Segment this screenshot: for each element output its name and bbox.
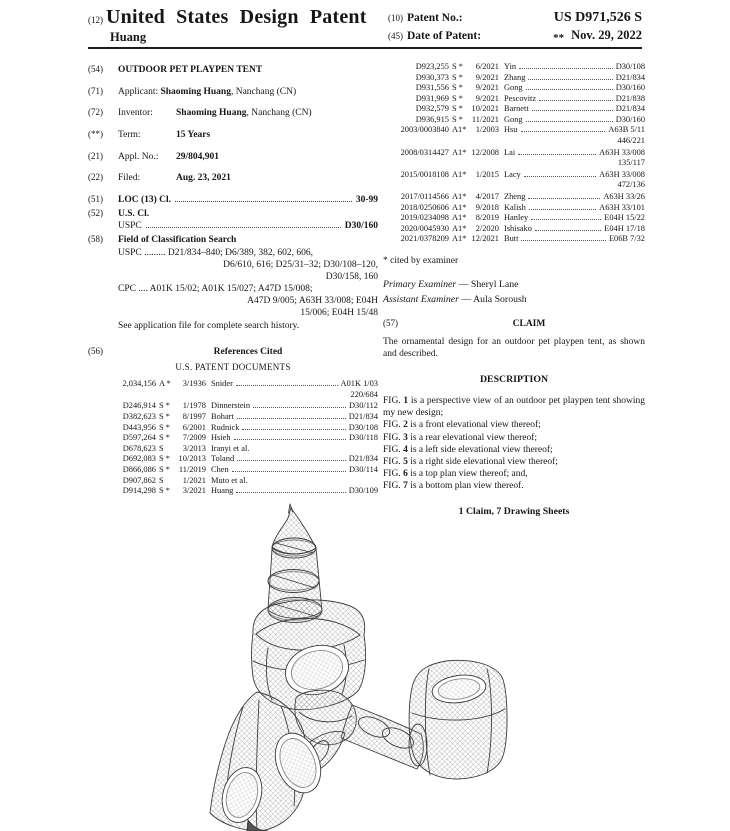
reference-row bbox=[98, 379, 378, 390]
claim-title: CLAIM bbox=[512, 319, 546, 330]
search-field-line: See application file for complete search history. bbox=[118, 320, 300, 331]
reference-row bbox=[383, 170, 645, 181]
ref-class: D30/109 bbox=[348, 486, 378, 496]
ref-name: Gong bbox=[504, 83, 523, 93]
dot-leader bbox=[232, 471, 346, 472]
ref-name: Hanley bbox=[504, 213, 529, 223]
reference-row bbox=[383, 73, 645, 84]
dot-leader bbox=[524, 176, 596, 177]
ref-date: 9/2021 bbox=[475, 83, 499, 93]
ref-name: Lacy bbox=[504, 169, 521, 179]
ref-name: Hsu bbox=[504, 125, 518, 135]
ref-date: 12/2021 bbox=[471, 234, 499, 244]
field-title bbox=[88, 64, 378, 76]
ref-name: Huang bbox=[211, 486, 234, 496]
figure-description-line bbox=[383, 456, 645, 468]
fig-text: is a bottom plan view thereof. bbox=[410, 481, 524, 492]
references-table-left bbox=[88, 379, 378, 496]
ref-kind: A1* bbox=[452, 191, 467, 201]
dot-leader bbox=[528, 79, 612, 80]
field-classification-search bbox=[88, 234, 378, 331]
fig-word: FIG. bbox=[383, 481, 401, 492]
patent-no-tag: (10) bbox=[388, 13, 403, 23]
reference-row bbox=[98, 433, 378, 444]
ref-name: Lai bbox=[504, 147, 516, 157]
date-value bbox=[553, 28, 642, 43]
field-tag: (21) bbox=[88, 150, 103, 161]
date-text: Nov. 29, 2022 bbox=[571, 28, 642, 42]
inventor-label: Inventor: bbox=[118, 108, 153, 119]
references-table-right bbox=[383, 62, 645, 245]
reference-row bbox=[98, 423, 378, 434]
ref-class: A63H 33/008 bbox=[599, 169, 645, 179]
dot-leader bbox=[526, 89, 613, 90]
ref-date: 2/2020 bbox=[475, 223, 499, 233]
ref-number: 2018/0250606 bbox=[400, 202, 449, 212]
dot-leader bbox=[242, 429, 345, 430]
ref-name: Dinnerstein bbox=[211, 401, 251, 411]
search-field-line: CPC .... A01K 15/02; A01K 15/027; A47D 15/008; bbox=[118, 284, 313, 295]
reference-row bbox=[98, 465, 378, 476]
ref-kind: S * bbox=[452, 62, 463, 71]
patent-no-label: Patent No.: bbox=[407, 12, 463, 24]
ref-kind: A1* bbox=[452, 202, 467, 212]
fig-word: FIG. bbox=[383, 432, 401, 443]
dot-leader bbox=[237, 460, 346, 461]
ref-class: E06B 7/32 bbox=[608, 234, 645, 244]
figure-description-line bbox=[383, 395, 645, 419]
ref-class: D30/114 bbox=[348, 464, 378, 474]
dot-leader bbox=[519, 68, 613, 69]
fig-number: 5 bbox=[403, 456, 408, 467]
left-column bbox=[88, 64, 378, 497]
fig1-perspective-drawing bbox=[95, 503, 665, 831]
fig-number: 6 bbox=[403, 468, 408, 479]
ref-kind: S bbox=[159, 443, 164, 453]
ref-number: 2003/0003840 bbox=[400, 125, 449, 135]
fig-number: 3 bbox=[403, 432, 408, 443]
ref-name: Bohart bbox=[211, 412, 234, 422]
ref-class: D30/160 bbox=[615, 114, 645, 124]
ref-kind: S * bbox=[452, 114, 463, 124]
ref-date: 1/2003 bbox=[475, 125, 499, 135]
patent-number-row bbox=[388, 10, 642, 26]
ref-class: A63H 33/101 bbox=[599, 202, 645, 212]
reference-row bbox=[383, 125, 645, 136]
ref-date: 12/2008 bbox=[471, 147, 499, 157]
ref-name: Toland bbox=[211, 454, 235, 464]
ref-number: 2019/0234098 bbox=[400, 213, 449, 223]
reference-row bbox=[383, 234, 645, 245]
dot-leader bbox=[146, 227, 341, 228]
search-field-line: A47D 9/005; A63H 33/008; E04H bbox=[247, 296, 378, 307]
applicant-location: , Nanchang (CN) bbox=[230, 86, 297, 97]
dot-leader bbox=[236, 492, 345, 493]
search-field-line: D30/158, 160 bbox=[325, 271, 378, 282]
date-label: Date of Patent: bbox=[407, 30, 482, 42]
ref-name: Snider bbox=[211, 379, 233, 389]
reference-row bbox=[383, 213, 645, 224]
ref-date: 9/2021 bbox=[475, 72, 499, 82]
reference-row bbox=[98, 444, 378, 455]
loc-class-value: 30-99 bbox=[355, 194, 378, 205]
fig-word: FIG. bbox=[383, 444, 401, 455]
figure-descriptions bbox=[383, 395, 645, 492]
ref-date: 1/1978 bbox=[182, 401, 206, 411]
field-tag: (**) bbox=[88, 128, 103, 139]
us-patent-documents-heading: U.S. PATENT DOCUMENTS bbox=[175, 361, 291, 372]
ref-class: D21/838 bbox=[615, 93, 645, 103]
ref-kind: A1* bbox=[452, 234, 467, 244]
ref-kind: A1* bbox=[452, 213, 467, 223]
reference-row bbox=[383, 94, 645, 105]
ref-number: D443,956 bbox=[122, 422, 156, 432]
ref-date: 6/2021 bbox=[475, 62, 499, 71]
ref-kind: S * bbox=[452, 93, 463, 103]
reference-row bbox=[98, 454, 378, 465]
ref-class-continuation: 220/684 bbox=[350, 389, 378, 399]
ref-kind: S * bbox=[159, 412, 170, 422]
ref-class-continuation: 472/136 bbox=[617, 180, 645, 190]
applicant-name: Shaoming Huang bbox=[160, 86, 231, 97]
ref-class: D21/834 bbox=[348, 412, 378, 422]
inventor-name: Shaoming Huang bbox=[176, 108, 247, 119]
figure-description-line bbox=[383, 480, 645, 492]
dot-leader bbox=[529, 209, 596, 210]
ref-date: 8/2019 bbox=[475, 213, 499, 223]
ref-class: D21/834 bbox=[615, 72, 645, 82]
primary-examiner-name: Sheryl Lane bbox=[470, 278, 519, 290]
term-label: Term: bbox=[118, 129, 141, 140]
fig-word: FIG. bbox=[383, 396, 401, 407]
ref-kind: A1* bbox=[452, 147, 467, 157]
ref-number: D678,623 bbox=[122, 443, 156, 453]
ref-kind: A1* bbox=[452, 125, 467, 135]
dot-leader bbox=[521, 131, 606, 132]
reference-row bbox=[383, 224, 645, 235]
ref-date: 1/2015 bbox=[475, 169, 499, 179]
ref-kind: S * bbox=[452, 104, 463, 114]
patent-date-row bbox=[388, 28, 642, 43]
dot-leader bbox=[521, 240, 606, 241]
ref-kind: S * bbox=[159, 464, 170, 474]
fig-text: is a right side elevational view thereof; bbox=[410, 456, 558, 467]
reference-row bbox=[98, 486, 378, 497]
primary-examiner-label: Primary Examiner bbox=[383, 278, 457, 290]
reference-row bbox=[383, 148, 645, 159]
dot-leader bbox=[237, 418, 346, 419]
ref-name: Zheng bbox=[504, 191, 526, 201]
assistant-examiner-name: Aula Soroush bbox=[473, 293, 527, 305]
loc-class-label: LOC (13) Cl. bbox=[118, 194, 172, 205]
dot-leader bbox=[531, 219, 601, 220]
ref-kind: A1* bbox=[452, 169, 467, 179]
dot-leader bbox=[539, 100, 613, 101]
ref-name: Zhang bbox=[504, 72, 526, 82]
field-tag: (52) bbox=[88, 208, 103, 219]
ref-number: D914,298 bbox=[122, 486, 156, 496]
us-class-label: U.S. Cl. bbox=[118, 209, 150, 220]
patent-no-value: US D971,526 S bbox=[553, 10, 642, 25]
inventor-surname: Huang bbox=[110, 30, 147, 44]
field-tag: (71) bbox=[88, 85, 103, 96]
dot-leader bbox=[236, 385, 338, 386]
ref-number: D932,579 bbox=[415, 104, 449, 114]
tower-cone bbox=[272, 507, 316, 554]
claim-text: The ornamental design for an outdoor pet playpen tent, as shown and described. bbox=[383, 337, 645, 360]
inventor-location: , Nanchang (CN) bbox=[246, 108, 312, 119]
field-us-class bbox=[88, 208, 378, 232]
ref-class: D21/834 bbox=[615, 104, 645, 114]
kind-code-tag: (12) bbox=[88, 15, 103, 25]
ref-date: 6/2001 bbox=[182, 422, 206, 432]
fig-number: 4 bbox=[403, 444, 408, 455]
ref-date: 10/2021 bbox=[471, 104, 499, 114]
ref-number: D907,862 bbox=[122, 475, 156, 485]
ref-class: E04H 15/22 bbox=[604, 213, 645, 223]
field-applicant bbox=[88, 86, 378, 98]
ref-name: Barnett bbox=[504, 104, 529, 114]
field-tag: (72) bbox=[88, 107, 103, 118]
references-title: References Cited bbox=[213, 346, 283, 357]
dot-leader bbox=[526, 121, 613, 122]
field-tag: (56) bbox=[88, 345, 103, 356]
ref-name: Chen bbox=[211, 464, 229, 474]
ref-kind: A1* bbox=[452, 223, 467, 233]
ref-number: 2,034,156 bbox=[122, 379, 156, 389]
ref-number: D930,373 bbox=[415, 72, 449, 82]
search-field-line: 15/006; E04H 15/48 bbox=[300, 308, 378, 319]
ref-kind: S * bbox=[159, 486, 170, 496]
document-type-title: United States Design Patent bbox=[106, 6, 367, 28]
ref-name: Yin bbox=[504, 62, 517, 71]
dot-leader bbox=[535, 230, 601, 231]
ref-class: D21/834 bbox=[348, 454, 378, 464]
ref-class: D30/108 bbox=[348, 422, 378, 432]
ref-class: E04H 17/18 bbox=[604, 223, 645, 233]
ref-date: 9/2018 bbox=[475, 202, 499, 212]
ref-name: Ishisako bbox=[504, 223, 532, 233]
ref-kind: A * bbox=[159, 379, 171, 389]
reference-row bbox=[383, 104, 645, 115]
ref-name: Hsieh bbox=[211, 433, 231, 443]
ref-date: 4/2017 bbox=[475, 191, 499, 201]
ref-name: Pescovitz bbox=[504, 93, 537, 103]
reference-row bbox=[383, 83, 645, 94]
ref-number: 2008/0314427 bbox=[400, 147, 449, 157]
ref-date: 3/2021 bbox=[182, 486, 206, 496]
fig-text: is a left side elevational view thereof; bbox=[410, 444, 553, 455]
field-tag: (54) bbox=[88, 64, 103, 74]
em-dash: — bbox=[458, 278, 469, 290]
ref-kind: S * bbox=[159, 454, 170, 464]
field-tag: (57) bbox=[383, 318, 398, 329]
field-inventor bbox=[88, 107, 378, 119]
date-tag: (45) bbox=[388, 31, 403, 41]
ref-number: D597,264 bbox=[122, 433, 156, 443]
ref-name: Gong bbox=[504, 114, 523, 124]
fig-text: is a perspective view of an outdoor pet playpen tent showing my new design; bbox=[383, 396, 646, 419]
ref-number: D936,915 bbox=[415, 114, 449, 124]
ref-number: D382,623 bbox=[122, 412, 156, 422]
ref-kind: S * bbox=[452, 72, 463, 82]
fig-text: is a rear elevational view thereof; bbox=[410, 432, 538, 443]
description-heading: DESCRIPTION bbox=[479, 373, 549, 385]
references-heading bbox=[88, 346, 378, 358]
dot-leader bbox=[175, 201, 352, 202]
search-field-lines bbox=[118, 247, 378, 332]
ref-number: 2020/0045930 bbox=[400, 223, 449, 233]
appl-no-label: Appl. No.: bbox=[118, 151, 159, 162]
ref-class: D30/108 bbox=[615, 62, 645, 71]
ref-class: D30/160 bbox=[615, 83, 645, 93]
field-loc-class bbox=[88, 194, 378, 206]
ref-date: 11/2021 bbox=[471, 114, 499, 124]
ref-date: 7/2009 bbox=[182, 433, 206, 443]
double-asterisk-mark: ** bbox=[553, 32, 565, 44]
term-value: 15 Years bbox=[176, 129, 211, 140]
ref-class-continuation: 135/117 bbox=[617, 158, 645, 168]
appl-no-value: 29/804,901 bbox=[176, 151, 220, 162]
ref-number: 2015/0018108 bbox=[400, 169, 449, 179]
dot-leader bbox=[532, 110, 613, 111]
ref-class: D30/112 bbox=[348, 401, 378, 411]
applicant-label: Applicant: bbox=[118, 86, 159, 97]
figure-description-line bbox=[383, 432, 645, 444]
figure-description-line bbox=[383, 419, 645, 431]
search-field-label: Field of Classification Search bbox=[118, 235, 237, 246]
ref-number: D931,556 bbox=[415, 83, 449, 93]
ref-date: 8/1997 bbox=[182, 412, 206, 422]
header-right bbox=[388, 10, 642, 45]
ref-class: A63H 33/26 bbox=[603, 191, 645, 201]
ref-name: Kalish bbox=[504, 202, 526, 212]
header-left bbox=[88, 6, 388, 45]
filed-value: Aug. 23, 2021 bbox=[176, 173, 231, 184]
ref-date: 3/1936 bbox=[182, 379, 206, 389]
ref-number: 2021/0378209 bbox=[400, 234, 449, 244]
field-appl-no bbox=[88, 151, 378, 163]
fig-word: FIG. bbox=[383, 456, 401, 467]
claims-sheets-summary: 1 Claim, 7 Drawing Sheets bbox=[458, 506, 570, 518]
ref-kind: S * bbox=[159, 401, 170, 411]
ref-name: Rudnick bbox=[211, 422, 240, 432]
field-term bbox=[88, 129, 378, 141]
fig-word: FIG. bbox=[383, 468, 401, 479]
ref-date: 11/2019 bbox=[178, 464, 206, 474]
ref-date: 10/2013 bbox=[178, 454, 206, 464]
reference-row bbox=[98, 401, 378, 412]
search-field-line: USPC ......... D21/834–840; D6/389, 382, 602, 606, bbox=[118, 247, 314, 258]
ref-class: A63H 33/008 bbox=[599, 147, 645, 157]
header-divider bbox=[88, 47, 642, 49]
ref-name: Iranyi et al. bbox=[211, 443, 250, 453]
assistant-examiner-label: Assistant Examiner bbox=[383, 293, 459, 305]
ref-number: D866,086 bbox=[122, 464, 156, 474]
fig-text: is a top plan view thereof; and, bbox=[410, 468, 528, 479]
figure-description-line bbox=[383, 468, 645, 480]
ref-number: 2017/0114566 bbox=[400, 191, 449, 201]
ref-date: 1/2021 bbox=[182, 475, 206, 485]
ref-kind: S * bbox=[159, 422, 170, 432]
primary-examiner-line bbox=[383, 279, 645, 292]
dot-leader bbox=[234, 439, 346, 440]
ref-class: A63B 5/11 bbox=[608, 125, 645, 135]
reference-row bbox=[383, 115, 645, 126]
ref-name: Butt bbox=[504, 234, 519, 244]
uspc-label: USPC bbox=[118, 221, 142, 232]
uspc-value: D30/160 bbox=[344, 221, 378, 232]
fig-word: FIG. bbox=[383, 420, 401, 431]
filed-label: Filed: bbox=[118, 173, 141, 184]
ref-kind: S bbox=[159, 475, 164, 485]
fig-text: is a front elevational view thereof; bbox=[410, 420, 541, 431]
reference-row bbox=[98, 476, 378, 487]
ref-number: D931,969 bbox=[415, 93, 449, 103]
reference-row bbox=[383, 62, 645, 73]
ref-date: 3/2013 bbox=[182, 443, 206, 453]
ref-number: D692,083 bbox=[122, 454, 156, 464]
fig-number: 2 bbox=[403, 420, 408, 431]
claim-heading bbox=[383, 318, 645, 330]
ref-class: D30/118 bbox=[348, 433, 378, 443]
field-tag: (58) bbox=[88, 234, 103, 245]
fig-number: 7 bbox=[403, 481, 408, 492]
field-tag: (51) bbox=[88, 193, 103, 204]
reference-row bbox=[98, 412, 378, 423]
ref-kind: S * bbox=[452, 83, 463, 93]
field-tag: (22) bbox=[88, 172, 103, 183]
field-filed bbox=[88, 172, 378, 184]
invention-title: OUTDOOR PET PLAYPEN TENT bbox=[118, 65, 263, 75]
dot-leader bbox=[518, 154, 596, 155]
dot-leader bbox=[253, 407, 346, 408]
dot-leader bbox=[528, 198, 600, 199]
figure-description-line bbox=[383, 444, 645, 456]
fig-number: 1 bbox=[403, 396, 409, 407]
em-dash: — bbox=[461, 293, 472, 305]
ref-date: 9/2021 bbox=[475, 93, 499, 103]
assistant-examiner-line bbox=[383, 294, 645, 307]
search-field-line: D6/610, 616; D25/31–32; D30/108–120, bbox=[223, 259, 378, 270]
cited-by-examiner-note: * cited by examiner bbox=[383, 255, 459, 266]
ref-kind: S * bbox=[159, 433, 170, 443]
ref-number: D923,255 bbox=[415, 62, 449, 71]
ref-class: A01K 1/03 bbox=[340, 379, 378, 389]
ref-class-continuation: 446/221 bbox=[617, 136, 645, 146]
ref-name: Muto et al. bbox=[211, 475, 248, 485]
reference-row bbox=[383, 192, 645, 203]
ref-number: D246,914 bbox=[122, 401, 156, 411]
reference-row bbox=[383, 203, 645, 214]
right-column bbox=[383, 62, 645, 519]
